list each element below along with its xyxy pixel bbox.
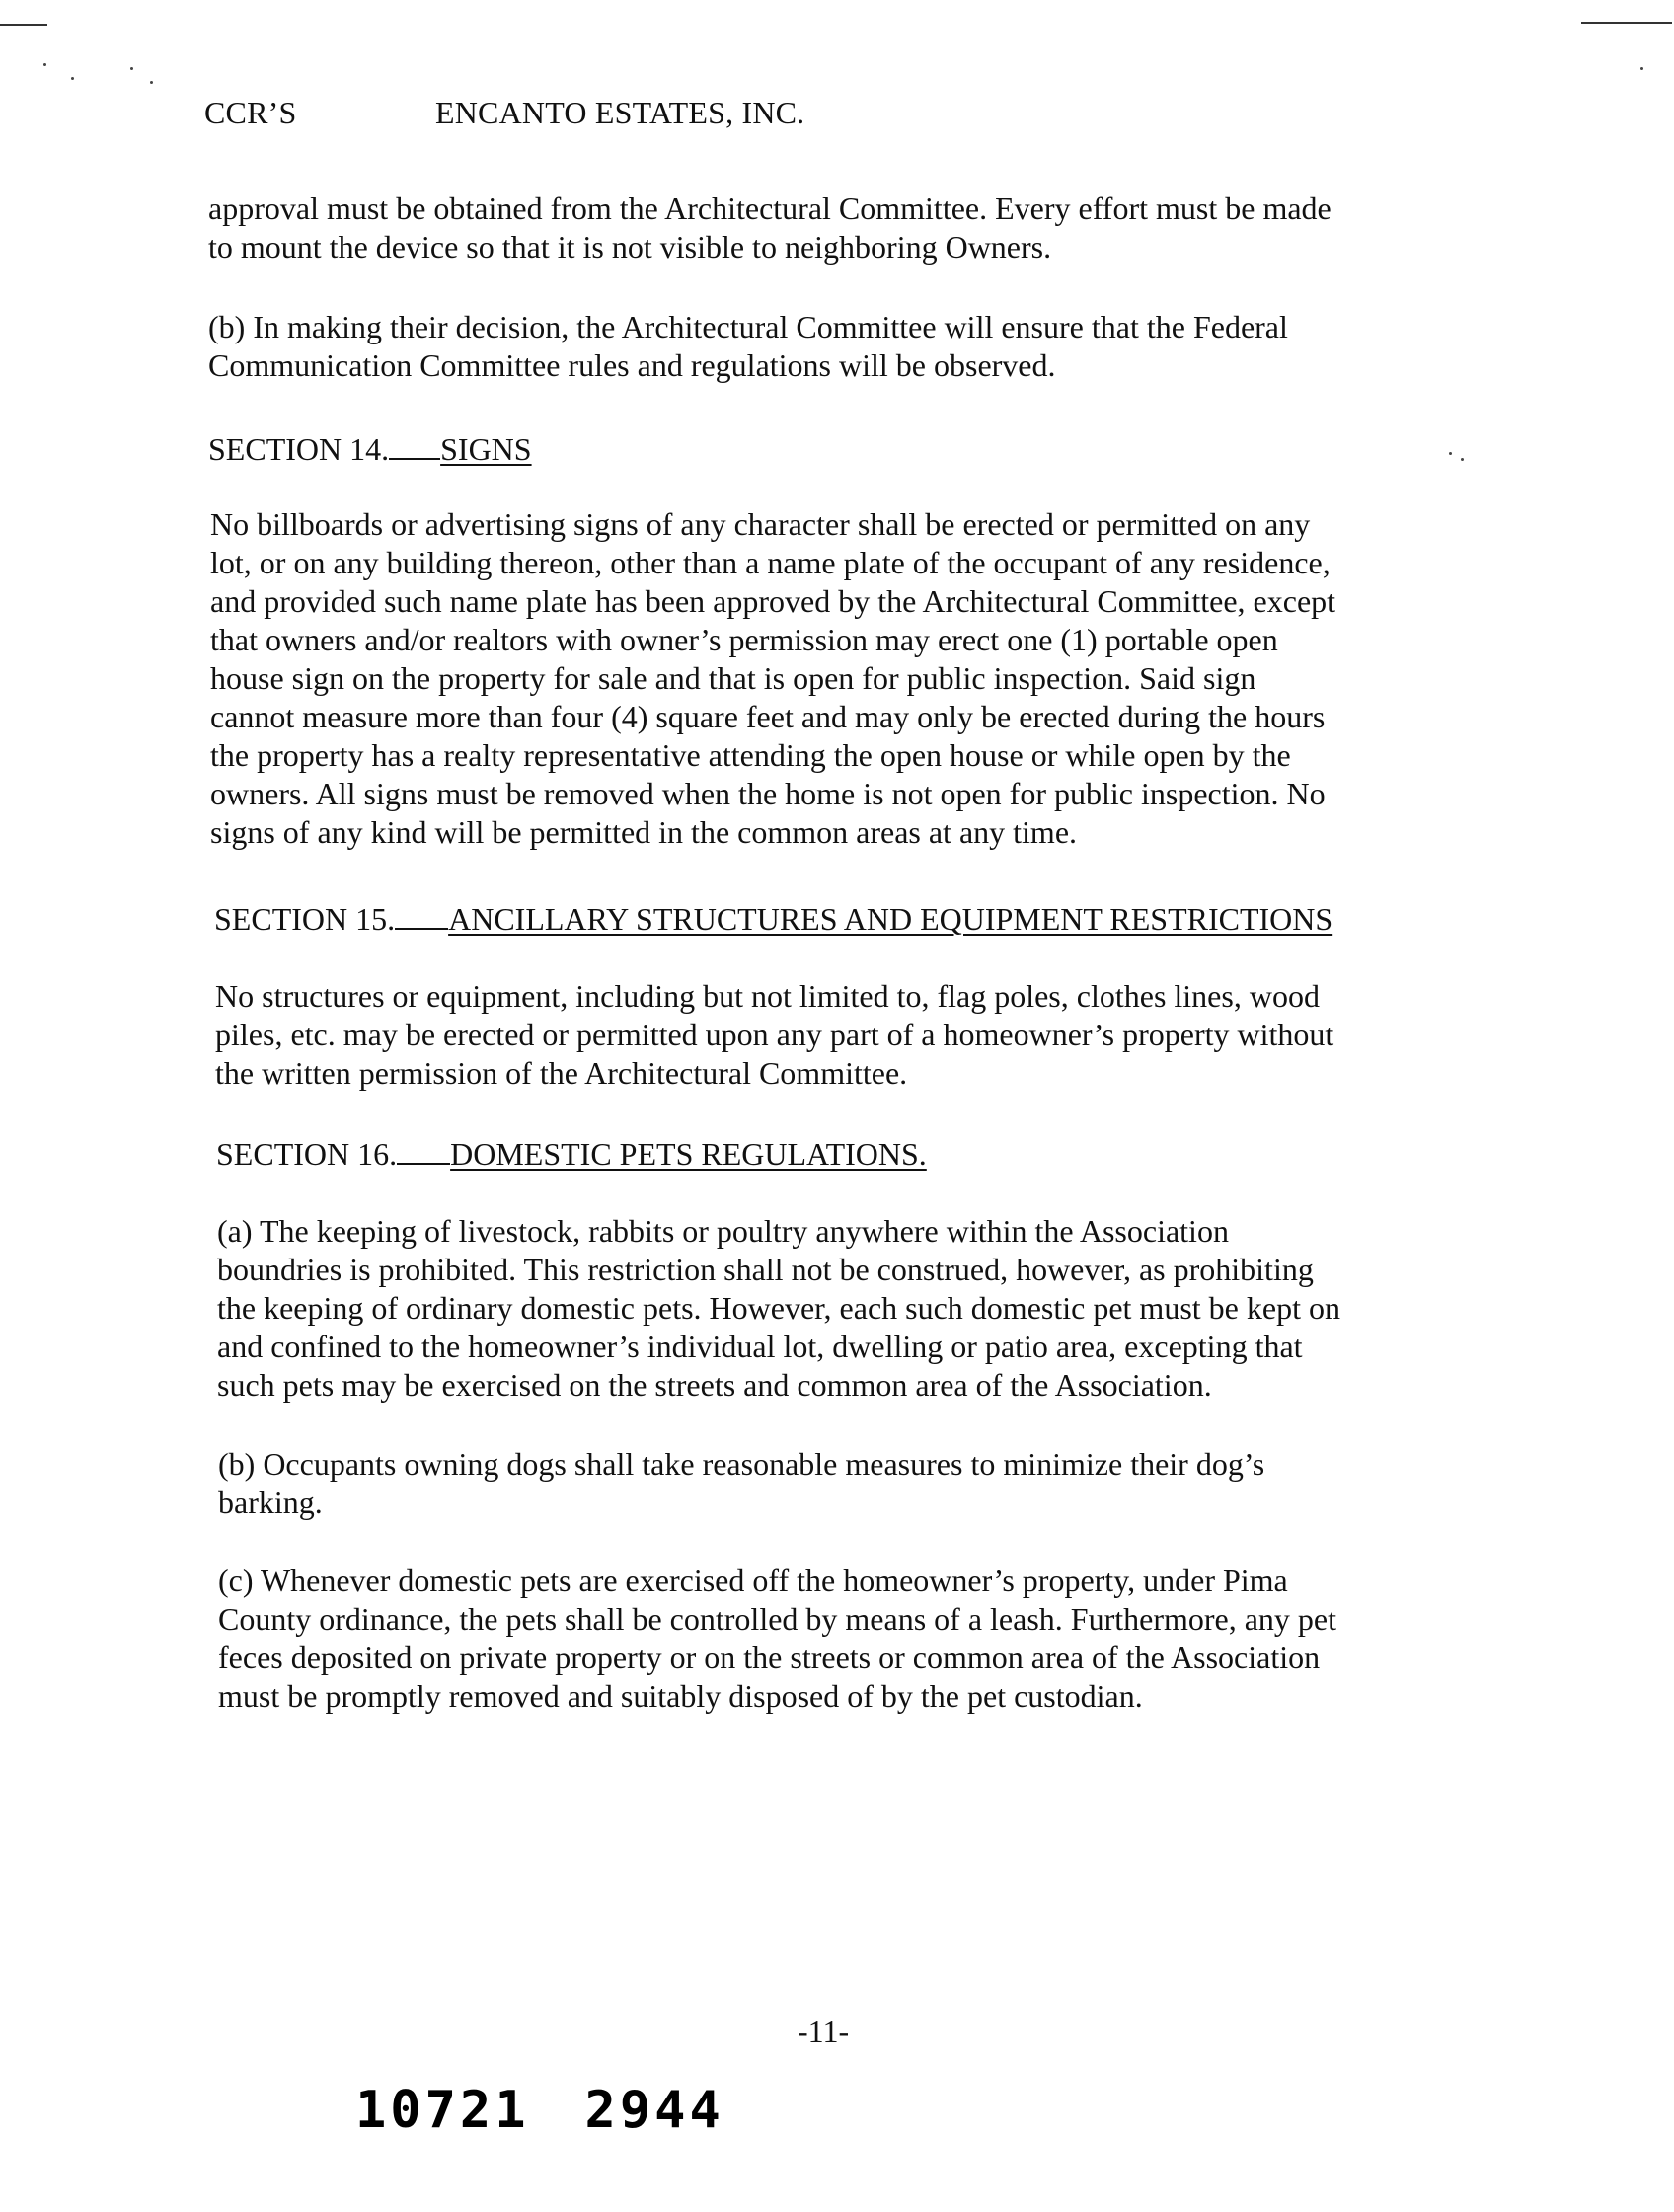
section-14-heading — [208, 430, 532, 468]
text-line: (b) In making their decision, the Architectural Committee will ensure that the Federal — [208, 309, 1288, 344]
text-line: owners. All signs must be removed when the home is not open for public inspection. No — [210, 776, 1326, 811]
text-line: must be promptly removed and suitably disposed of by the pet custodian. — [218, 1678, 1143, 1714]
heading-rule — [395, 900, 448, 930]
recording-stamp-docket: 10721 — [355, 2081, 530, 2140]
text-line: boundries is prohibited. This restriction shall not be construed, however, as prohibiting — [217, 1252, 1314, 1287]
section-number: SECTION 14. — [208, 431, 390, 467]
text-line: that owners and/or realtors with owner’s permission may erect one (1) portable open — [210, 622, 1278, 657]
section-title: DOMESTIC PETS REGULATIONS. — [450, 1136, 927, 1172]
scan-edge-mark-left — [0, 24, 47, 26]
text-line: signs of any kind will be permitted in the common areas at any time. — [210, 814, 1078, 850]
text-line: barking. — [218, 1485, 323, 1520]
text-line: Communication Committee rules and regulations will be observed. — [208, 347, 1056, 383]
text-line: house sign on the property for sale and that is open for public inspection. Said sign — [210, 660, 1256, 696]
text-line: cannot measure more than four (4) square feet and may only be erected during the hours — [210, 699, 1326, 734]
scan-speck — [1461, 458, 1464, 461]
text-line: the keeping of ordinary domestic pets. However, each such domestic pet must be kept on — [217, 1290, 1340, 1326]
text-line: (a) The keeping of livestock, rabbits or poultry anywhere within the Association — [217, 1213, 1229, 1249]
scan-speck — [1449, 452, 1452, 455]
recording-stamp — [355, 2081, 724, 2140]
text-line: and provided such name plate has been approved by the Architectural Committee, except — [210, 583, 1336, 619]
text-line: (b) Occupants owning dogs shall take reasonable measures to minimize their dog’s — [218, 1446, 1265, 1482]
text-line: such pets may be exercised on the streets and common area of the Association. — [217, 1367, 1212, 1403]
scan-speck — [71, 77, 74, 80]
text-line: County ordinance, the pets shall be controlled by means of a leash. Furthermore, any pet — [218, 1601, 1337, 1637]
paragraph-section-15 — [215, 977, 1333, 1093]
text-line: approval must be obtained from the Architectural Committee. Every effort must be made — [208, 191, 1332, 226]
text-line: piles, etc. may be erected or permitted upon any part of a homeowner’s property without — [215, 1017, 1334, 1052]
scan-edge-mark-right — [1581, 22, 1672, 24]
heading-rule — [397, 1135, 450, 1165]
section-number: SECTION 16. — [216, 1136, 398, 1172]
text-line: feces deposited on private property or on the streets or common area of the Association — [218, 1640, 1321, 1675]
text-line: No billboards or advertising signs of any character shall be erected or permitted on any — [210, 506, 1311, 542]
paragraph-16b — [218, 1445, 1264, 1522]
text-line: the property has a realty representative attending the open house or while open by the — [210, 737, 1291, 773]
section-title: SIGNS — [440, 431, 532, 467]
section-15-heading — [214, 900, 1332, 938]
section-title: ANCILLARY STRUCTURES AND EQUIPMENT RESTRICTIONS — [448, 901, 1333, 937]
scan-speck — [1640, 67, 1643, 70]
scan-speck — [43, 63, 46, 66]
header-organization: ENCANTO ESTATES, INC. — [435, 95, 805, 130]
paragraph-13b — [208, 308, 1288, 385]
scan-speck — [130, 67, 133, 70]
paragraph-16c — [218, 1562, 1336, 1716]
paragraph-continued — [208, 190, 1332, 267]
text-line: the written permission of the Architectural Committee. — [215, 1055, 908, 1091]
document-header — [204, 95, 804, 131]
header-doc-code: CCR’S — [204, 95, 297, 130]
text-line: (c) Whenever domestic pets are exercised off the homeowner’s property, under Pima — [218, 1563, 1288, 1598]
paragraph-section-14 — [210, 505, 1335, 852]
text-line: No structures or equipment, including but not limited to, flag poles, clothes lines, wood — [215, 978, 1320, 1014]
text-line: lot, or on any building thereon, other than a name plate of the occupant of any residence, — [210, 545, 1331, 580]
recording-stamp-page: 2944 — [584, 2081, 724, 2140]
section-number: SECTION 15. — [214, 901, 396, 937]
paragraph-16a — [217, 1212, 1340, 1405]
scan-speck — [150, 81, 153, 84]
page-number: -11- — [798, 2014, 850, 2049]
text-line: and confined to the homeowner’s individual lot, dwelling or patio area, excepting that — [217, 1329, 1303, 1364]
text-line: to mount the device so that it is not visible to neighboring Owners. — [208, 229, 1052, 265]
section-16-heading — [216, 1135, 927, 1173]
heading-rule — [389, 430, 440, 460]
